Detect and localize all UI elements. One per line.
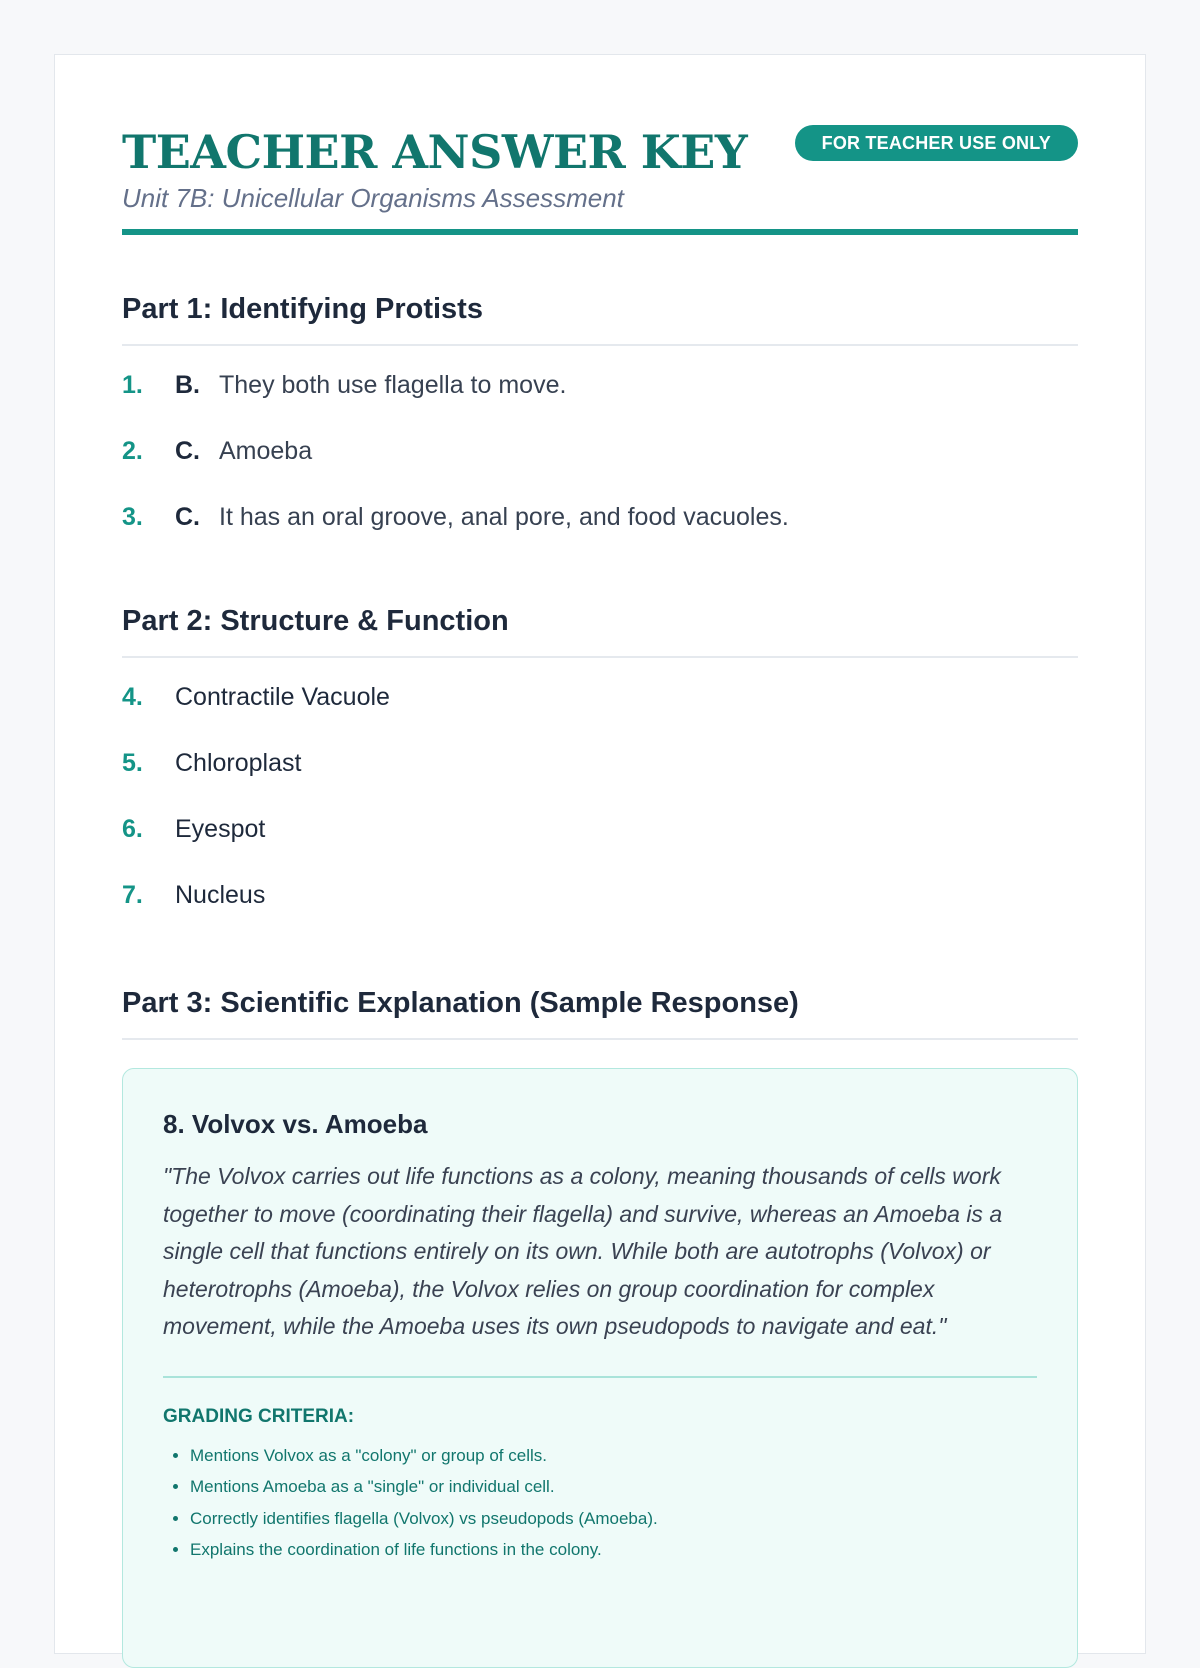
page-title: TEACHER ANSWER KEY: [122, 125, 748, 179]
part-2-answer-list: [122, 683, 1078, 947]
sample-response-box: [122, 1068, 1078, 1668]
sample-response-text: "The Volvox carries out life functions as a colony, meaning thousands of cells work together to move (coordinating their flagella) and survive, whereas an Amoeba is a single cell that functions entirely on its own. While both are autotrophs (Volvox) or heterotrophs (Amoeba), the Volvox relies on group coordination for complex movement, while the Amoeba uses its own pseudopods to navigate and eat.": [163, 1158, 1037, 1378]
answer-item: [122, 437, 1078, 503]
question-title: 8. Volvox vs. Amoeba: [163, 1109, 428, 1139]
criteria-item: • Correctly identifies flagella (Volvox) vs pseudopods (Amoeba).: [190, 1505, 1037, 1537]
section-title-part-1: Part 1: Identifying Protists: [122, 293, 1078, 346]
answer-number: 5.: [122, 749, 143, 777]
answer-term: Chloroplast: [175, 749, 302, 777]
answer-item: [122, 371, 1078, 437]
answer-number: 4.: [122, 683, 143, 711]
answer-key-page: [54, 54, 1146, 1654]
answer-letter: B.: [175, 371, 200, 399]
grading-criteria-list: [163, 1442, 1037, 1568]
answer-text: They both use flagella to move.: [219, 371, 567, 399]
criteria-item: • Mentions Volvox as a "colony" or group of cells.: [190, 1442, 1037, 1474]
criteria-item: • Explains the coordination of life functions in the colony.: [190, 1536, 1037, 1568]
answer-item: [122, 881, 1078, 947]
answer-term: Eyespot: [175, 815, 266, 843]
answer-number: 2.: [122, 437, 143, 465]
answer-number: 6.: [122, 815, 143, 843]
page-subtitle: Unit 7B: Unicellular Organisms Assessment: [122, 183, 624, 213]
section-title-part-3: Part 3: Scientific Explanation (Sample Response): [122, 987, 1078, 1040]
document-header: [122, 55, 1078, 235]
part-1-answer-list: [122, 371, 1078, 569]
answer-term: Nucleus: [175, 881, 266, 909]
answer-text: Amoeba: [219, 437, 313, 465]
grading-criteria-label: GRADING CRITERIA:: [163, 1405, 355, 1427]
answer-item: [122, 749, 1078, 815]
answer-item: [122, 683, 1078, 749]
answer-number: 7.: [122, 881, 143, 909]
answer-term: Contractile Vacuole: [175, 683, 390, 711]
answer-letter: C.: [175, 437, 200, 465]
answer-number: 3.: [122, 503, 143, 531]
teacher-only-badge: FOR TEACHER USE ONLY: [795, 125, 1078, 161]
criteria-item: • Mentions Amoeba as a "single" or individual cell.: [190, 1473, 1037, 1505]
answer-letter: C.: [175, 503, 200, 531]
answer-item: [122, 503, 1078, 569]
section-title-part-2: Part 2: Structure & Function: [122, 605, 1078, 658]
answer-text: It has an oral groove, anal pore, and food vacuoles.: [219, 503, 789, 531]
answer-item: [122, 815, 1078, 881]
answer-number: 1.: [122, 371, 143, 399]
